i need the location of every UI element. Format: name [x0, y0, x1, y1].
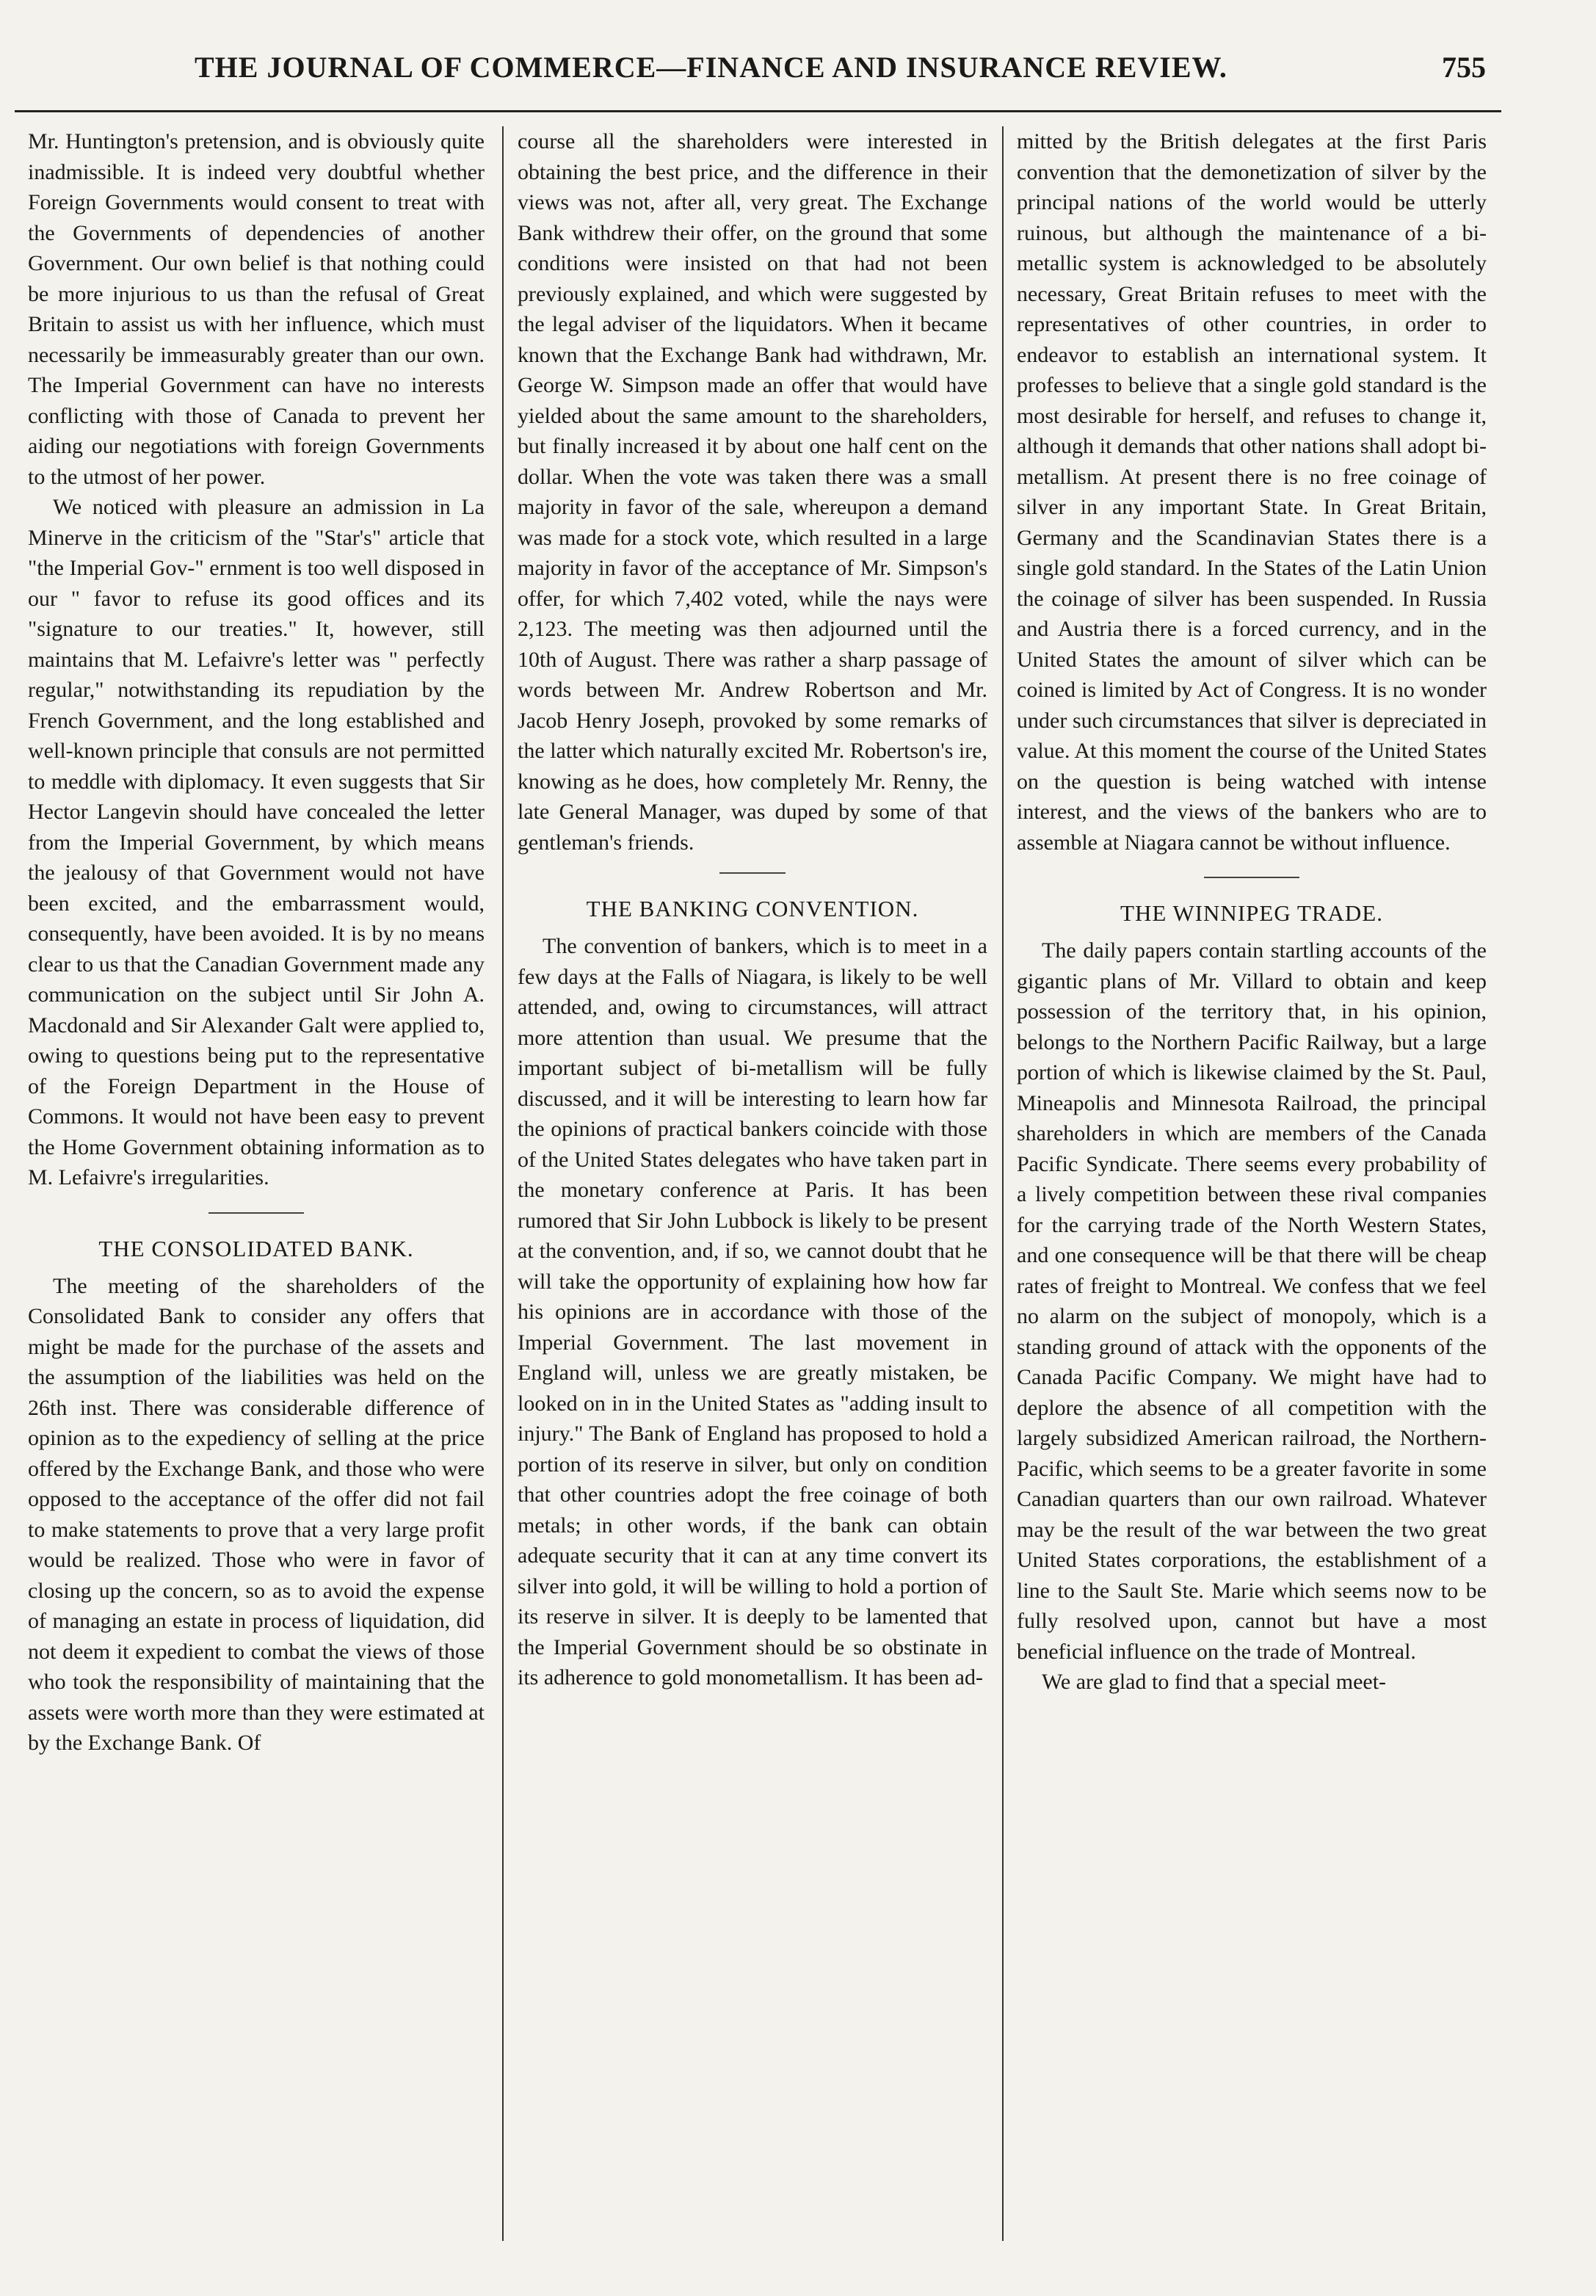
- column-divider: [1002, 126, 1004, 2241]
- section-divider: [719, 872, 786, 874]
- section-divider: [1204, 877, 1299, 878]
- column-divider: [502, 126, 504, 2241]
- paragraph: The daily papers contain startling accounts of the gigantic plans of Mr. Villard to obtain and keep possession of the territory that, in his opinion, belongs to the Northern Pacific Railway, but a large portion of which is likewise claimed by the St. Paul, Mineapolis and Minnesota Railroad, the principal shareholders in which are members of the Canada Pacific Syndicate. There seems every probability of a lively competition between these rival companies for the carrying trade of the North Western States, and one consequence will be that there will be cheap rates of freight to Montreal. We confess that we feel no alarm on the subject of monopoly, which is a standing ground of attack with the opponents of the Canada Pacific Company. We might have had to deplore the absence of all competition with the largely subsidized American railroad, the Northern-Pacific, which seems to be a greater favorite in some Canadian quarters than our own railroad. Whatever may be the result of the war between the two great United States corporations, the establishment of a line to the Sault Ste. Marie which seems now to be fully resolved upon, cannot but have a most beneficial influence on the trade of Montreal.: [1017, 938, 1487, 1664]
- column-3: [1017, 126, 1487, 2278]
- paragraph: course all the shareholders were interested in obtaining the best price, and the difference in their views was not, after all, very great. The Exchange Bank withdrew their offer, on the ground that some conditions were insisted on that had not been previously explained, and which were suggested by the legal adviser of the liquidators. When it became known that the Exchange Bank had withdrawn, Mr. George W. Simpson made an offer that would have yielded about the same amount to the shareholders, but finally increased it by about one half cent on the dollar. When the vote was taken there was a small majority in favor of the sale, whereupon a demand was made for a stock vote, which resulted in a large majority in favor of the acceptance of Mr. Simpson's offer, for which 7,402 voted, while the nays were 2,123. The meeting was then adjourned until the 10th of August. There was rather a sharp passage of words between Mr. Andrew Robertson and Mr. Jacob Henry Joseph, provoked by some remarks of the latter which naturally excited Mr. Robertson's ire, knowing as he does, how completely Mr. Renny, the late General Manager, was duped by some of that gentleman's friends.: [518, 129, 987, 855]
- header-rule: [15, 110, 1501, 112]
- running-title: THE JOURNAL OF COMMERCE—FINANCE AND INSURANCE REVIEW.: [195, 51, 1227, 84]
- page-number: 755: [1442, 51, 1486, 84]
- paragraph: We noticed with pleasure an admission in La Minerve in the criticism of the "Star's" article that "the Imperial Gov-" ernment is too well disposed in our " favor to refuse its good offices and its "signature to our treaties." It, however, still maintains that M. Lefaivre's letter was " perfectly regular," notwithstanding its repudiation by the French Government, and the long established and well-known principle that consuls are not permitted to meddle with diplomacy. It even suggests that Sir Hector Langevin should have concealed the letter from the Imperial Government, by which means the jealousy of that Government would not have been excited, and the embarrassment would, consequently, have been avoided. It is by no means clear to us that the Canadian Government made any communication on the subject until Sir John A. Macdonald and Sir Alexander Galt were applied to, owing to questions being put to the representative of the Foreign Department in the House of Commons. It would not have been easy to prevent the Home Government obtaining information as to M. Lefaivre's irregularities.: [28, 495, 485, 1189]
- section-heading-consolidated-bank: THE CONSOLIDATED BANK.: [98, 1235, 414, 1261]
- column-2: [518, 126, 987, 2278]
- section-heading-banking-convention: THE BANKING CONVENTION.: [586, 896, 919, 921]
- section-divider: [208, 1212, 304, 1214]
- column-1: [28, 126, 485, 2278]
- paragraph: mitted by the British delegates at the first Paris convention that the demonetization of silver by the principal nations of the world would be utterly ruinous, but although the maintenance of a bi-metallic system is acknowledged to be absolutely necessary, Great Britain refuses to meet with the representatives of other countries, in order to endeavor to establish an international system. It professes to believe that a single gold standard is the most desirable for herself, and refuses to change it, although it demands that other nations shall adopt bi-metallism. At present there is no free coinage of silver in any important State. In Great Britain, Germany and the Scandinavian States there is a single gold standard. In the States of the Latin Union the coinage of silver has been suspended. In Russia and Austria there is a forced currency, and in the United States the amount of silver which can be coined is limited by Act of Congress. It is no wonder under such circumstances that silver is depreciated in value. At this moment the course of the United States on the question is being watched with intense interest, and the views of the bankers who are to assemble at Niagara cannot be without influence.: [1017, 129, 1487, 855]
- paragraph: The convention of bankers, which is to meet in a few days at the Falls of Niagara, is likely to be well attended, and, owing to circumstances, will attract more attention than usual. We presume that the important subject of bi-metallism will be fully discussed, and it will be interesting to learn how far the opinions of practical bankers coincide with those of the United States delegates who have taken part in the monetary conference at Paris. It has been rumored that Sir John Lubbock is likely to be present at the convention, and, if so, we cannot doubt that he will take the opportunity of explaining how how far his opinions are in accordance with those of the Imperial Government. The last movement in England will, unless we are greatly mistaken, be looked on in in the United States as "adding insult to injury." The Bank of England has proposed to hold a portion of its reserve in silver, but only on condition that other countries adopt the free coinage of both metals; in other words, if the bank can obtain adequate security that it can at any time convert its silver into gold, it will be willing to hold a portion of its reserve in silver. It is deeply to be lamented that the Imperial Government should be so obstinate in its adherence to gold monometallism. It has been ad-: [518, 934, 987, 1690]
- section-heading-winnipeg-trade: THE WINNIPEG TRADE.: [1120, 900, 1383, 926]
- paragraph: The meeting of the shareholders of the Consolidated Bank to consider any offers that might be made for the purchase of the assets and the assumption of the liabilities was held on the 26th inst. There was considerable difference of opinion as to the expediency of selling at the price offered by the Exchange Bank, and those who were opposed to the acceptance of the offer did not fail to make statements to prove that a very large profit would be realized. Those who were in favor of closing up the concern, so as to avoid the expense of managing an estate in process of liquidation, did not deem it expedient to combat the views of those who took the responsibility of maintaining that the assets were worth more than they were estimated at by the Exchange Bank. Of: [28, 1273, 485, 1755]
- paragraph: Mr. Huntington's pretension, and is obviously quite inadmissible. It is indeed very doubtful whether Foreign Governments would consent to treat with the Governments of dependencies of another Government. Our own belief is that nothing could be more injurious to us than the refusal of Great Britain to assist us with her influence, which must necessarily be immeasurably greater than our own. The Imperial Government can have no interests conflicting with those of Canada to prevent her aiding our negotiations with foreign Governments to the utmost of her power.: [28, 129, 485, 489]
- paragraph: We are glad to find that a special meet-: [1042, 1670, 1387, 1694]
- page-header: [0, 0, 1596, 110]
